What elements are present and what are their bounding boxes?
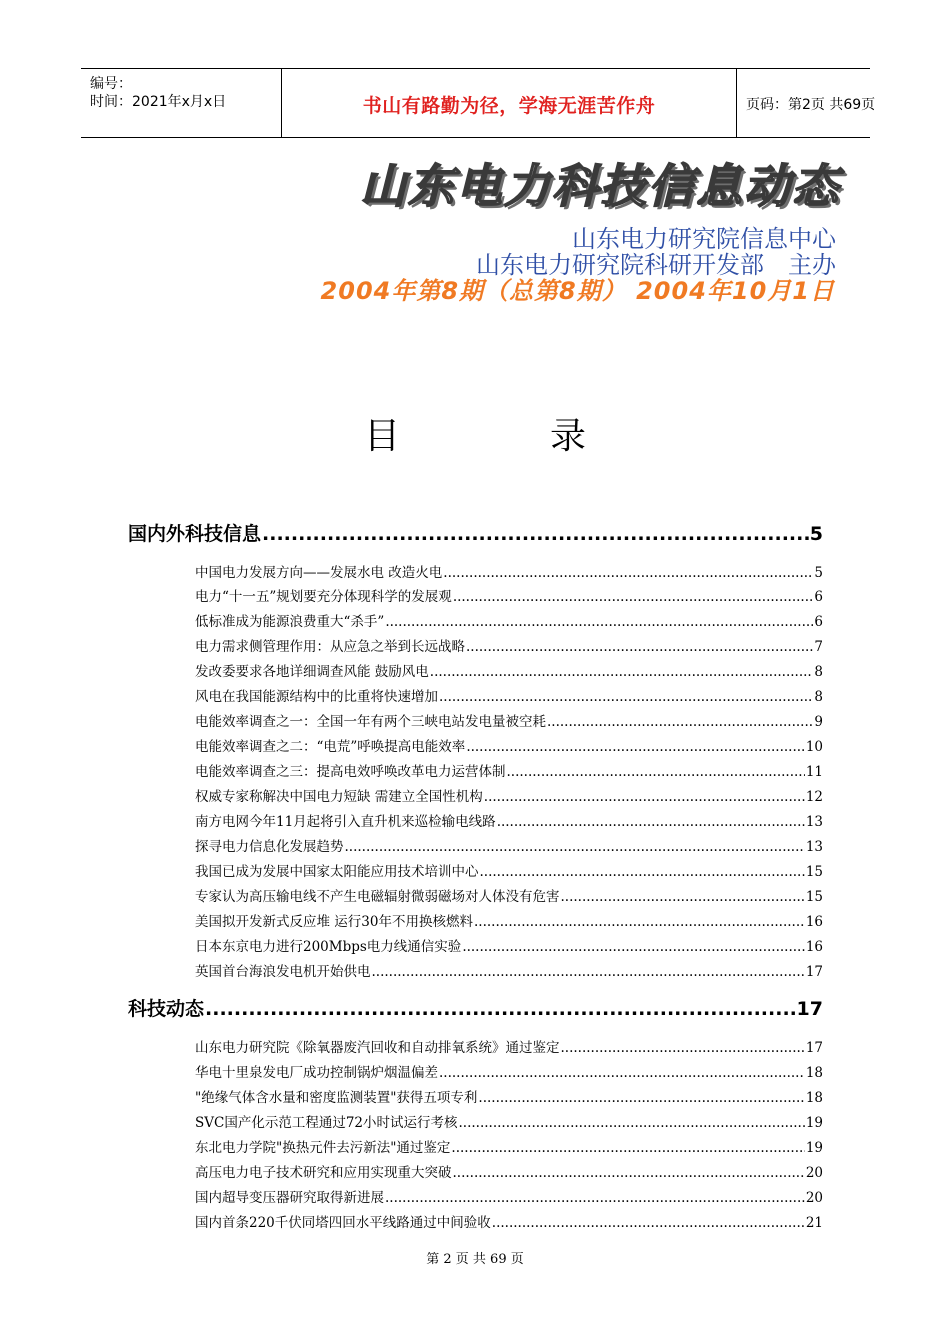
toc-item-label: 电力“十一五”规划要充分体现科学的发展观 xyxy=(195,589,452,605)
toc-item-label: 低标准成为能源浪费重大“杀手” xyxy=(195,614,385,630)
toc-item[interactable] xyxy=(195,1061,823,1081)
masthead-issue: 2004年第8期（总第8期） 2004年10月1日 xyxy=(320,277,835,305)
toc-item-page: 10 xyxy=(805,739,823,755)
dot-leader xyxy=(459,1115,805,1131)
toc-title: 目录 xyxy=(363,416,736,457)
toc-item-label: 权威专家称解决中国电力短缺 需建立全国性机构 xyxy=(195,789,483,805)
toc-item[interactable] xyxy=(195,635,823,655)
toc-item[interactable] xyxy=(195,610,823,630)
toc-item-page: 19 xyxy=(805,1115,823,1131)
toc-item-page: 5 xyxy=(814,565,823,581)
toc-item[interactable] xyxy=(195,735,823,755)
dot-leader xyxy=(453,1165,805,1181)
toc-item-label: 风电在我国能源结构中的比重将快速增加 xyxy=(195,689,438,705)
toc-item[interactable] xyxy=(195,1111,823,1131)
toc-item[interactable] xyxy=(195,785,823,805)
toc-section-1[interactable] xyxy=(128,519,823,546)
dot-leader xyxy=(561,1040,805,1056)
toc-item-label: 电力需求侧管理作用：从应急之举到长远战略 xyxy=(195,639,465,655)
toc-item-label: 电能效率调查之三：提高电效呼唤改革电力运营体制 xyxy=(195,764,506,780)
toc-item-label: 探寻电力信息化发展趋势 xyxy=(195,839,344,855)
toc-item[interactable] xyxy=(195,585,823,605)
dot-leader xyxy=(478,1090,804,1106)
toc-item[interactable] xyxy=(195,1186,823,1206)
toc-item-label: 南方电网今年11月起将引入直升机来巡检输电线路 xyxy=(195,814,496,830)
toc-item-page: 7 xyxy=(814,639,823,655)
toc-section-title: 科技动态 xyxy=(128,998,205,1020)
dot-leader xyxy=(372,964,805,980)
toc-section-title: 国内外科技信息 xyxy=(128,523,262,545)
dot-leader xyxy=(443,565,813,581)
dot-leader xyxy=(345,839,805,855)
page-footer: 第 2 页 共 69 页 xyxy=(426,1252,524,1267)
toc-section-page: 5 xyxy=(809,523,823,545)
toc-item[interactable] xyxy=(195,760,823,780)
motto-text: 书山有路勤为径，学海无涯苦作舟 xyxy=(362,95,656,117)
toc-item-label: 山东电力研究院《除氧器废汽回收和自动排氧系统》通过鉴定 xyxy=(195,1040,560,1056)
dot-leader xyxy=(480,864,805,880)
header-motto-cell xyxy=(281,69,737,137)
toc-item[interactable] xyxy=(195,1036,823,1056)
toc-item-label: 发改委要求各地详细调查风能 鼓励风电 xyxy=(195,664,429,680)
toc-item-label: 国内超导变压器研究取得新进展 xyxy=(195,1190,384,1206)
toc-item-label: 高压电力电子技术研究和应用实现重大突破 xyxy=(195,1165,452,1181)
dot-leader xyxy=(430,664,814,680)
toc-item-label: 国内首条220千伏同塔四回水平线路通过中间验收 xyxy=(195,1215,491,1231)
toc-item-page: 12 xyxy=(805,789,823,805)
toc-item-page: 9 xyxy=(814,714,823,730)
dot-leader xyxy=(561,889,805,905)
toc-item[interactable] xyxy=(195,835,823,855)
toc-item-page: 19 xyxy=(805,1140,823,1156)
toc-item-label: 电能效率调查之二：“电荒”呼唤提高电能效率 xyxy=(195,739,466,755)
dot-leader xyxy=(484,789,805,805)
toc-item-label: 中国电力发展方向——发展水电 改造火电 xyxy=(195,565,443,581)
header-meta-cell xyxy=(81,69,281,137)
toc-item-label: 日本东京电力进行200Mbps电力线通信实验 xyxy=(195,939,462,955)
toc-item-label: 我国已成为发展中国家太阳能应用技术培训中心 xyxy=(195,864,479,880)
toc-item[interactable] xyxy=(195,685,823,705)
dot-leader xyxy=(385,1190,805,1206)
masthead-org-1: 山东电力研究院信息中心 xyxy=(572,225,836,253)
dot-leader xyxy=(466,739,805,755)
dot-leader xyxy=(474,914,805,930)
toc-item[interactable] xyxy=(195,710,823,730)
toc-item[interactable] xyxy=(195,960,823,980)
toc-item[interactable] xyxy=(195,1161,823,1181)
toc-item[interactable] xyxy=(195,1136,823,1156)
toc-item[interactable] xyxy=(195,885,823,905)
document-time-label: 时间：2021年x月x日 xyxy=(90,94,227,110)
masthead-org-2: 山东电力研究院科研开发部 主办 xyxy=(476,251,836,279)
dot-leader xyxy=(439,689,813,705)
toc-section-2[interactable] xyxy=(128,994,823,1021)
dot-leader xyxy=(507,764,805,780)
toc-item-label: 美国拟开发新式反应堆 运行30年不用换核燃料 xyxy=(195,914,473,930)
masthead-title: 山东电力科技信息动态 xyxy=(360,159,840,213)
dot-leader xyxy=(439,1065,805,1081)
dot-leader xyxy=(451,1140,804,1156)
header-page-cell xyxy=(736,69,876,137)
dot-leader xyxy=(262,523,809,545)
toc-item-page: 17 xyxy=(805,964,823,980)
toc-item-page: 20 xyxy=(805,1190,823,1206)
dot-leader xyxy=(547,714,813,730)
toc-item-label: 华电十里泉发电厂成功控制锅炉烟温偏差 xyxy=(195,1065,438,1081)
toc-item[interactable] xyxy=(195,1086,823,1106)
toc-item-page: 16 xyxy=(805,939,823,955)
toc-item-label: 专家认为高压输电线不产生电磁辐射微弱磁场对人体没有危害 xyxy=(195,889,560,905)
dot-leader xyxy=(385,614,813,630)
dot-leader xyxy=(462,939,805,955)
toc-item-page: 13 xyxy=(805,814,823,830)
toc-item-page: 21 xyxy=(805,1215,823,1231)
toc-item-page: 6 xyxy=(814,614,823,630)
toc-item[interactable] xyxy=(195,860,823,880)
toc-item-page: 6 xyxy=(814,589,823,605)
dot-leader xyxy=(466,639,813,655)
toc-item[interactable] xyxy=(195,1211,823,1231)
toc-item[interactable] xyxy=(195,660,823,680)
dot-leader xyxy=(492,1215,805,1231)
toc-item-page: 11 xyxy=(805,764,823,780)
toc-item-page: 15 xyxy=(805,864,823,880)
toc-item-page: 13 xyxy=(805,839,823,855)
toc-item-page: 17 xyxy=(805,1040,823,1056)
toc-item-page: 18 xyxy=(805,1090,823,1106)
toc-item-page: 8 xyxy=(814,664,823,680)
page-info: 页码：第2页 共69页 xyxy=(746,97,876,113)
document-number-label: 编号： xyxy=(90,76,132,92)
toc-item-label: SVC国产化示范工程通过72小时试运行考核 xyxy=(195,1115,458,1131)
toc-item-page: 16 xyxy=(805,914,823,930)
header-table xyxy=(81,68,876,138)
toc-item-label: "绝缘气体含水量和密度监测装置"获得五项专利 xyxy=(195,1090,478,1106)
toc-item-page: 15 xyxy=(805,889,823,905)
dot-leader xyxy=(205,998,796,1020)
toc-item-label: 电能效率调查之一：全国一年有两个三峡电站发电量被空耗 xyxy=(195,714,546,730)
toc-item-label: 英国首台海浪发电机开始供电 xyxy=(195,964,371,980)
toc-item-page: 8 xyxy=(814,689,823,705)
toc-section-page: 17 xyxy=(796,998,823,1020)
dot-leader xyxy=(497,814,805,830)
toc-item-label: 东北电力学院"换热元件去污新法"通过鉴定 xyxy=(195,1140,451,1156)
toc-item[interactable] xyxy=(195,561,823,581)
toc-item[interactable] xyxy=(195,810,823,830)
toc-item-page: 20 xyxy=(805,1165,823,1181)
toc-item[interactable] xyxy=(195,910,823,930)
toc-item[interactable] xyxy=(195,935,823,955)
dot-leader xyxy=(453,589,814,605)
toc-item-page: 18 xyxy=(805,1065,823,1081)
